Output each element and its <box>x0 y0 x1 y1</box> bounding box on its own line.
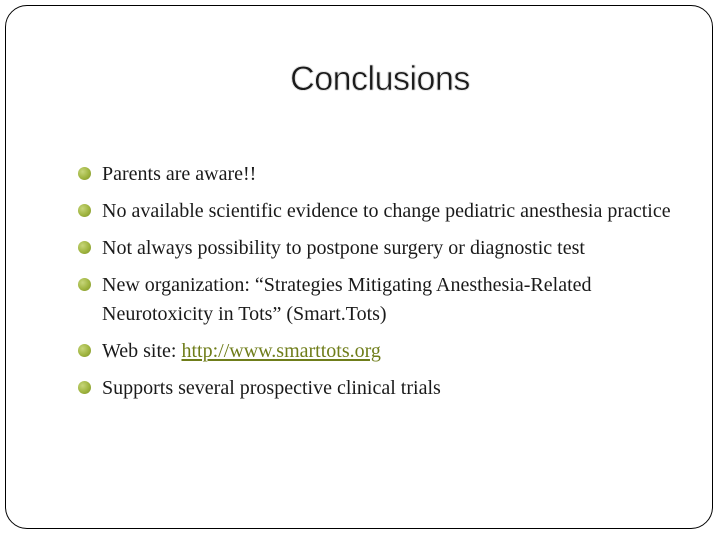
bullet-text: New organization: “Strategies Mitigating Anesthesia-Related Neurotoxicity in Tots” (Smart.Tots) <box>102 274 592 325</box>
bullet-icon <box>78 344 91 357</box>
bullet-icon <box>78 278 91 291</box>
bullet-text: Supports several prospective clinical trials <box>102 377 441 399</box>
bullet-icon <box>78 204 91 217</box>
bullet-item <box>78 337 688 366</box>
bullet-item <box>78 271 688 329</box>
bullet-list <box>78 160 688 411</box>
bullet-text: Parents are aware!! <box>102 163 257 185</box>
bullet-icon <box>78 241 91 254</box>
bullet-item <box>78 234 688 263</box>
slide-title: Conclusions <box>290 60 470 98</box>
bullet-prefix: Web site: <box>102 340 182 362</box>
bullet-text: Not always possibility to postpone surgery or diagnostic test <box>102 237 585 259</box>
bullet-item <box>78 160 688 189</box>
bullet-icon <box>78 381 91 394</box>
bullet-item <box>78 197 688 226</box>
bullet-text: No available scientific evidence to change pediatric anesthesia practice <box>102 200 671 222</box>
website-link[interactable]: http://www.smarttots.org <box>181 340 381 362</box>
bullet-item <box>78 374 688 403</box>
bullet-icon <box>78 167 91 180</box>
